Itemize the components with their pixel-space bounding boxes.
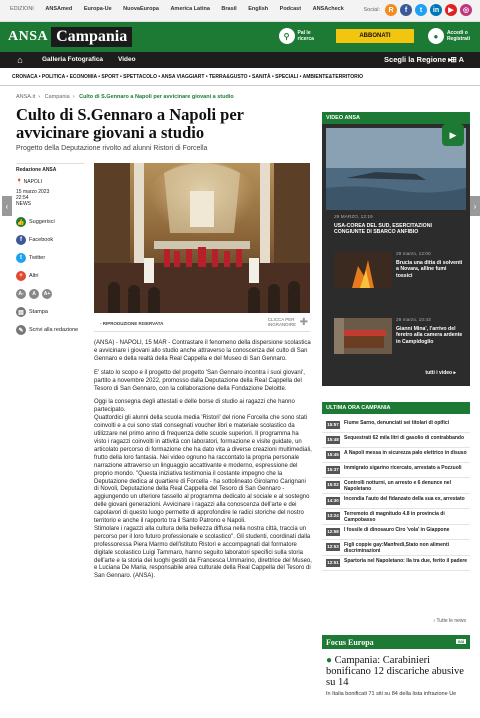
- article-photo[interactable]: [94, 163, 310, 313]
- list-item[interactable]: 15:45 A Napoli messa in sicurezza palo elettrico in disuso: [322, 448, 470, 463]
- twitter-icon[interactable]: t: [415, 4, 427, 16]
- brand-name: ANSA: [8, 29, 49, 44]
- zoom-plus-icon[interactable]: ✚: [299, 317, 308, 328]
- photo-rights: - RIPRODUZIONE RISERVATA: [100, 321, 164, 326]
- article-subtitle: Progetto della Deputazione rivolto ad alunni Ristori di Forcella: [16, 145, 208, 152]
- editions-bar: [0, 0, 480, 22]
- all-news-link[interactable]: › Tutte le news: [433, 618, 466, 624]
- instagram-icon[interactable]: ◎: [460, 4, 472, 16]
- thumbs-up-icon: 👍: [16, 217, 26, 227]
- main-nav: [0, 52, 480, 68]
- editions-label: EDIZIONI: [10, 6, 34, 12]
- nav-video[interactable]: Video: [118, 56, 136, 63]
- facebook-share-icon: f: [16, 235, 26, 245]
- list-item[interactable]: 12:53 Figli coppie gay:Manfredi,Stato non alimenti discriminazioni: [322, 540, 470, 556]
- list-item[interactable]: 15:37 Immigrato sigarino ricercato, arrestato a Pozzuoli: [322, 463, 470, 478]
- video-thumb[interactable]: [334, 318, 392, 354]
- region-name: Campania: [51, 27, 132, 47]
- article-body: [94, 340, 312, 587]
- edition-link-podcast[interactable]: Podcast: [279, 6, 302, 12]
- article-paragraph: Oggi la consegna degli attestati e delle borse di studio ai ragazzi che hanno partecipato. Quattordici gli alunni della scuola media 'Ristori' del rione Forcella che sono stati coinvolti e a cui sono stati consegnati voucher libri e materiale scolastico da utilizzare nel primo anno di frequenza delle scuole superiori. Il programma ha visto i ragazzi coinvolti in attività con laboratori, formazione e visite guidate, un articolato percorso di formazione che ha dato vita a diverse creazioni multimediali, frutto della loro fantasia. Nei video ognuno ha raccontato la propria personale narrazione attraverso un linguaggio accattivante e moderno, espressione del proprio mondo. "Questa iniziativa testimonia il costante impegno che la Deputazione dedica al quartiere di Forcella - ha sottolineato Girolamo Carignani di Novoli, Deputazione della Real Cappella del Tesoro di San Gennaro - aggiungendo un ulteriore tassello al programma dedicato al sociale e al sostegno delle giovani generazioni. Avvicinare i ragazzi alla conoscenza dell'arte e dei capolavori di questo luogo permette di approfondire le radici storiche del nostro territorio e anche il rapporto tra il Santo Patrono e Napoli. Stimolare i ragazzi alla cultura della bellezza diffusa nella nostra città, traccia un percorso per il loro futuro professionale e scolastico". Gli studenti, coordinati dalla professoressa Piera Marmo dell'istituto Ristori e accompagnati dal formatore digitale scolastico Luigi Tammaro, hanno seguito laboratori specifici sulla storia dell'arte e la storia dei luoghi gestiti da Francesca Ummarino, direttrice del Museo, e Luciana De Maria, responsabile area culturale della Real Cappella del Tesoro di San Gennaro. (ANSA).: [94, 399, 312, 580]
- login-link[interactable]: Accedi o Registrati: [446, 30, 470, 42]
- focus-title-bar: Focus Europa vai: [322, 635, 470, 649]
- youtube-icon[interactable]: ▶: [445, 4, 457, 16]
- video-main-date: 29 MARZO, 12:19: [334, 215, 373, 220]
- photo-caption: [94, 316, 310, 332]
- latest-news-title: ULTIMA ORA CAMPANIA: [322, 402, 470, 414]
- video-thumb[interactable]: [334, 252, 392, 288]
- font-reset-button[interactable]: A: [29, 289, 39, 299]
- edition-link-ansamed[interactable]: ANSAmed: [45, 6, 73, 12]
- article-date: 15 marzo 2023 22:54 NEWS: [16, 189, 50, 207]
- pencil-icon: ✎: [16, 325, 26, 335]
- breadcrumb-root[interactable]: ANSA.it: [16, 94, 36, 100]
- focus-headline[interactable]: ● Campania: Carabinieri bonificano 12 discariche abusive su 14: [326, 655, 464, 688]
- region-selector[interactable]: Scegli la Regione ▸: [384, 55, 452, 64]
- list-item[interactable]: 13:24 Terremoto di magnitudo 4.8 in provincia di Campobasso: [322, 509, 470, 525]
- share-suggest[interactable]: 👍 Suggerisci: [17, 219, 55, 226]
- rss-icon[interactable]: R: [385, 4, 397, 16]
- video-main-title[interactable]: USA-COREA DEL SUD, ESERCITAZIONI CONGIUNTE DI SBARCO ANFIBIO: [334, 223, 432, 236]
- edition-link-europa[interactable]: Europa-Ue: [83, 6, 112, 12]
- font-decrease-button[interactable]: A-: [16, 289, 26, 299]
- video-section-title: VIDEO ANSA: [322, 112, 470, 124]
- cathedral-altar-image: [94, 163, 310, 313]
- site-logo[interactable]: [8, 27, 132, 47]
- home-icon[interactable]: ⌂: [17, 55, 23, 65]
- share-more[interactable]: + Altri: [16, 271, 84, 281]
- print-link[interactable]: ▤ Stampa: [16, 307, 84, 317]
- fire-image: [334, 252, 392, 288]
- share-twitter[interactable]: t Twitter: [16, 253, 84, 263]
- social-links: [363, 4, 472, 16]
- font-increase-button[interactable]: A+: [43, 291, 51, 297]
- share-panel: [16, 217, 84, 335]
- edition-link-nuovaeuropa[interactable]: NuovaEuropa: [123, 6, 159, 12]
- article-meta: [16, 163, 84, 343]
- list-item[interactable]: 15:02 Controlli notturni, un arresto e 6 denunce nel Napoletano: [322, 478, 470, 494]
- category-links[interactable]: CRONACA • POLITICA • ECONOMIA • SPORT • SPETTACOLO • ANSA VIAGGIART • TERRA&GUSTO • SANITÀ • SPECIALI • AMBIENTE&TERRITORIO: [12, 74, 364, 80]
- linkedin-icon[interactable]: in: [430, 4, 442, 16]
- latest-news-list: [322, 418, 470, 571]
- header-actions: [279, 28, 470, 44]
- breadcrumb-section[interactable]: Campania: [44, 94, 70, 100]
- plus-icon: +: [16, 271, 26, 281]
- search-label[interactable]: Pal le ricerca: [297, 30, 314, 42]
- funeral-image: [334, 318, 392, 354]
- list-item[interactable]: 12:58 I fossile di dinosauro Ciro 'vola' in Giappone: [322, 525, 470, 540]
- edition-link-brasil[interactable]: Brasil: [221, 6, 237, 12]
- article-paragraph: E' stato lo scopo e il progetto del progetto 'San Gennaro incontra i suoi giovani', partito a novembre 2022, promosso dalla Deputazione della Real Cappella del Tesoro di San Gennaro, con la collaborazione della Fondazione Deloitte.: [94, 369, 305, 392]
- edition-link-latam[interactable]: America Latina: [170, 6, 210, 12]
- video-item-date: 29 marzo, 10:43: [396, 318, 431, 323]
- list-item[interactable]: 15:57 Fiume Sarno, denunciati sei titolari di opifici: [322, 418, 470, 433]
- user-icon[interactable]: ●: [428, 28, 444, 44]
- facebook-icon[interactable]: f: [400, 4, 412, 16]
- social-label: Social:: [363, 7, 380, 13]
- video-widget: [322, 112, 470, 386]
- video-item-title[interactable]: Gianni Mina', l'arrivo del feretro alla camera ardente in Campidoglio: [396, 326, 463, 345]
- share-facebook[interactable]: f Facebook: [16, 235, 84, 245]
- article-title: Culto di S.Gennaro a Napoli per avvicinare giovani a studio: [16, 105, 244, 142]
- search-icon[interactable]: ⚲: [279, 28, 295, 44]
- nav-photo-gallery[interactable]: Galleria Fotografica: [42, 56, 104, 63]
- twitter-share-icon: t: [16, 253, 26, 263]
- article-location: 📍 NAPOLI: [16, 179, 42, 185]
- focus-summary: In Italia bonificati 71 siti su 84 della lista infrazione Ue: [326, 691, 457, 697]
- font-controls: [16, 289, 84, 299]
- focus-all-link[interactable]: vai: [457, 639, 464, 644]
- breadcrumb-current: Culto di S.Gennaro a Napoli per avvicinare giovani a studio: [79, 94, 234, 100]
- article-editor: Redazione ANSA: [16, 163, 84, 173]
- font-size-toggle[interactable]: ⊞ A: [450, 55, 464, 64]
- breadcrumb: ANSA.it › Campania › Culto di S.Gennaro a Napoli per avvicinare giovani a studio: [16, 94, 234, 100]
- subscribe-button[interactable]: ABBONATI: [336, 29, 414, 43]
- list-item[interactable]: 15:48 Sequestrati 62 mila litri di gasolio di contrabbando: [322, 433, 470, 448]
- list-item[interactable]: 12:51 Spartoria nel Napoletano: Ila tra due, ferito il padere: [322, 556, 470, 571]
- edition-link-english[interactable]: English: [248, 6, 269, 12]
- enlarge-photo-link[interactable]: CLICCA PER INGRANDIRE: [267, 317, 296, 327]
- video-item-date: 29 marzo, 12:00: [396, 252, 431, 257]
- site-header: [0, 22, 480, 52]
- all-videos-link[interactable]: tutti i video ▸: [425, 370, 456, 376]
- write-editorial-link[interactable]: ✎ Scrivi alla redazione: [16, 325, 84, 335]
- editions-list: [10, 6, 354, 12]
- previous-article-arrow[interactable]: ‹: [2, 196, 12, 216]
- print-icon: ▤: [16, 307, 26, 317]
- article-paragraph: (ANSA) - NAPOLI, 15 MAR - Contrastare il fenomeno della dispersione scolastica e avvicinare i giovani allo studio anche attraverso la conoscenza del culto di San Gennaro e della realtà della Real Cappella e del Museo di San Gennaro.: [94, 340, 311, 362]
- video-item-title[interactable]: Brucia una ditta di solventi a Novara, alline fumi tossici: [396, 260, 463, 279]
- list-item[interactable]: 14:30 Incendia l'auto del fidanzato della sua ex, arrestato: [322, 494, 470, 509]
- video-camera-icon[interactable]: ▶: [442, 124, 464, 146]
- focus-europa: [322, 635, 470, 718]
- category-bar: [0, 68, 480, 86]
- next-article-arrow[interactable]: ›: [470, 196, 480, 216]
- edition-link-ansacheck[interactable]: ANSAcheck: [312, 6, 344, 12]
